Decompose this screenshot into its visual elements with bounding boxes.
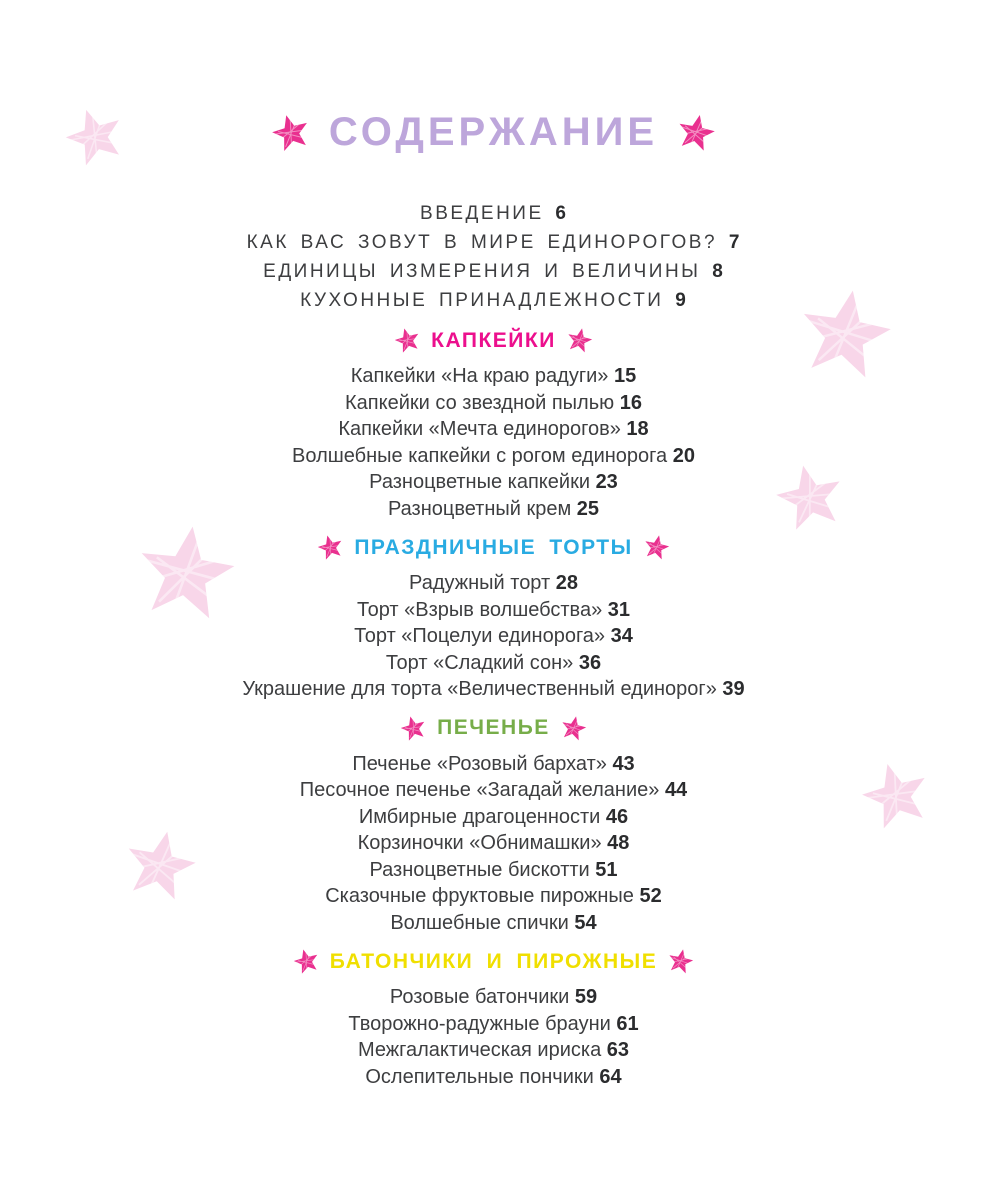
section-heading	[0, 327, 987, 354]
toc-item-page: 9	[675, 290, 687, 311]
star-icon	[266, 108, 315, 157]
toc-item-page: 44	[664, 779, 688, 801]
toc-item	[0, 570, 987, 597]
star-icon	[314, 531, 347, 564]
section-title: ПЕЧЕНЬЕ	[437, 716, 550, 739]
star-icon	[391, 324, 424, 357]
star-icon	[557, 712, 589, 744]
toc-item-label: Песочное печенье «Загадай желание»	[299, 779, 660, 801]
toc-item-page: 7	[728, 232, 741, 253]
toc-item-page: 8	[712, 261, 724, 282]
toc-item-page: 52	[639, 885, 662, 907]
toc-item-label: Разноцветные бискотти	[369, 858, 590, 881]
toc-item	[0, 751, 987, 778]
star-icon	[672, 109, 719, 156]
toc-item	[0, 910, 987, 937]
section-items	[0, 570, 987, 703]
toc-item	[0, 883, 987, 910]
toc-item-label: Имбирные драгоценности	[358, 805, 601, 828]
toc-item	[0, 199, 987, 228]
toc-item-label: Волшебные капкейки с рогом единорога	[292, 444, 668, 467]
toc-item-page: 36	[578, 651, 602, 674]
intro-list	[0, 199, 987, 315]
toc-item	[0, 830, 987, 857]
toc-item-page: 6	[555, 203, 567, 224]
section-cakes	[0, 534, 987, 703]
toc-item-label: Творожно-радужные брауни	[348, 1012, 611, 1035]
toc-item-label: Ослепительные пончики	[365, 1065, 594, 1088]
toc-item-label: Корзиночки «Обнимашки»	[357, 832, 602, 854]
toc-item-page: 25	[576, 497, 600, 520]
toc-item	[0, 984, 987, 1011]
toc-item	[0, 1064, 987, 1091]
toc-item	[0, 804, 987, 831]
toc-item-page: 48	[607, 832, 630, 854]
star-icon	[640, 531, 672, 563]
toc-item	[0, 623, 987, 650]
toc-item-label: ВВЕДЕНИЕ	[420, 203, 544, 224]
section-title: ПРАЗДНИЧНЫЕ ТОРТЫ	[354, 535, 633, 559]
toc-item-label: Капкейки со звездной пылью	[345, 391, 615, 414]
toc-item-page: 20	[672, 444, 695, 467]
toc-item	[0, 257, 987, 286]
toc-item-page: 59	[574, 986, 598, 1008]
toc-item	[0, 650, 987, 677]
toc-item-label: Украшение для торта «Величественный единорог»	[242, 678, 717, 700]
toc-item-page: 46	[605, 805, 629, 828]
section-heading	[0, 715, 987, 742]
toc-item-label: Волшебные спички	[390, 911, 569, 934]
toc-item-label: Розовые батончики	[389, 986, 570, 1008]
toc-item	[0, 228, 987, 257]
star-icon	[563, 324, 595, 356]
toc-item	[0, 469, 987, 496]
star-icon	[290, 945, 323, 978]
toc-item-label: Торт «Поцелуи единорога»	[354, 625, 606, 647]
toc-item	[0, 416, 987, 443]
toc-item-page: 18	[626, 418, 649, 440]
toc-item-page: 31	[607, 598, 631, 621]
toc-item-page: 39	[722, 678, 745, 700]
toc-item	[0, 286, 987, 315]
page-title	[0, 110, 987, 155]
star-icon	[397, 711, 430, 744]
toc-item-label: Разноцветный крем	[387, 497, 572, 520]
toc-item-label: Капкейки «На краю радуги»	[350, 365, 609, 387]
section-heading	[0, 948, 987, 975]
toc-item-page: 28	[555, 572, 578, 594]
toc-item-page: 23	[595, 471, 618, 493]
toc-item-label: Разноцветные капкейки	[369, 471, 590, 493]
toc-item	[0, 443, 987, 470]
toc-item-label: Сказочные фруктовые пирожные	[325, 885, 634, 907]
toc-item	[0, 777, 987, 804]
section-cookies	[0, 715, 987, 937]
section-items	[0, 363, 987, 522]
toc-item-page: 15	[613, 365, 637, 387]
toc-item-page: 63	[606, 1039, 630, 1061]
toc-item-page: 51	[595, 858, 618, 881]
toc-item	[0, 597, 987, 624]
toc-item-label: ЕДИНИЦЫ ИЗМЕРЕНИЯ И ВЕЛИЧИНЫ	[263, 261, 701, 282]
toc-item-label: Торт «Сладкий сон»	[385, 651, 574, 674]
star-icon	[665, 945, 697, 977]
section-title: БАТОНЧИКИ И ПИРОЖНЫЕ	[329, 949, 658, 973]
section-bars	[0, 948, 987, 1090]
toc-item	[0, 1011, 987, 1038]
toc-item-label: КАК ВАС ЗОВУТ В МИРЕ ЕДИНОРОГОВ?	[246, 232, 718, 253]
toc-item	[0, 676, 987, 703]
toc-item	[0, 390, 987, 417]
toc-item-page: 64	[599, 1065, 622, 1088]
toc-item-page: 54	[574, 911, 597, 934]
toc-item-label: Печенье «Розовый бархат»	[352, 752, 607, 775]
toc-item-page: 61	[616, 1012, 639, 1035]
toc-item	[0, 496, 987, 523]
toc-item	[0, 363, 987, 390]
toc-item-label: Торт «Взрыв волшебства»	[356, 598, 603, 621]
section-cupcakes	[0, 327, 987, 522]
toc-item-label: КУХОННЫЕ ПРИНАДЛЕЖНОСТИ	[300, 290, 664, 311]
toc-item-label: Межгалактическая ириска	[357, 1039, 602, 1061]
section-items	[0, 984, 987, 1090]
toc-item	[0, 857, 987, 884]
section-heading	[0, 534, 987, 561]
toc-item-page: 16	[619, 391, 642, 414]
toc-item-page: 34	[610, 625, 633, 647]
toc-item-label: Капкейки «Мечта единорогов»	[338, 418, 621, 440]
section-title: КАПКЕЙКИ	[431, 328, 556, 352]
toc-item	[0, 1037, 987, 1064]
toc-item-page: 43	[612, 752, 635, 775]
section-items	[0, 751, 987, 937]
page-title-text: СОДЕРЖАНИЕ	[328, 110, 659, 154]
toc-item-label: Радужный торт	[409, 572, 551, 594]
